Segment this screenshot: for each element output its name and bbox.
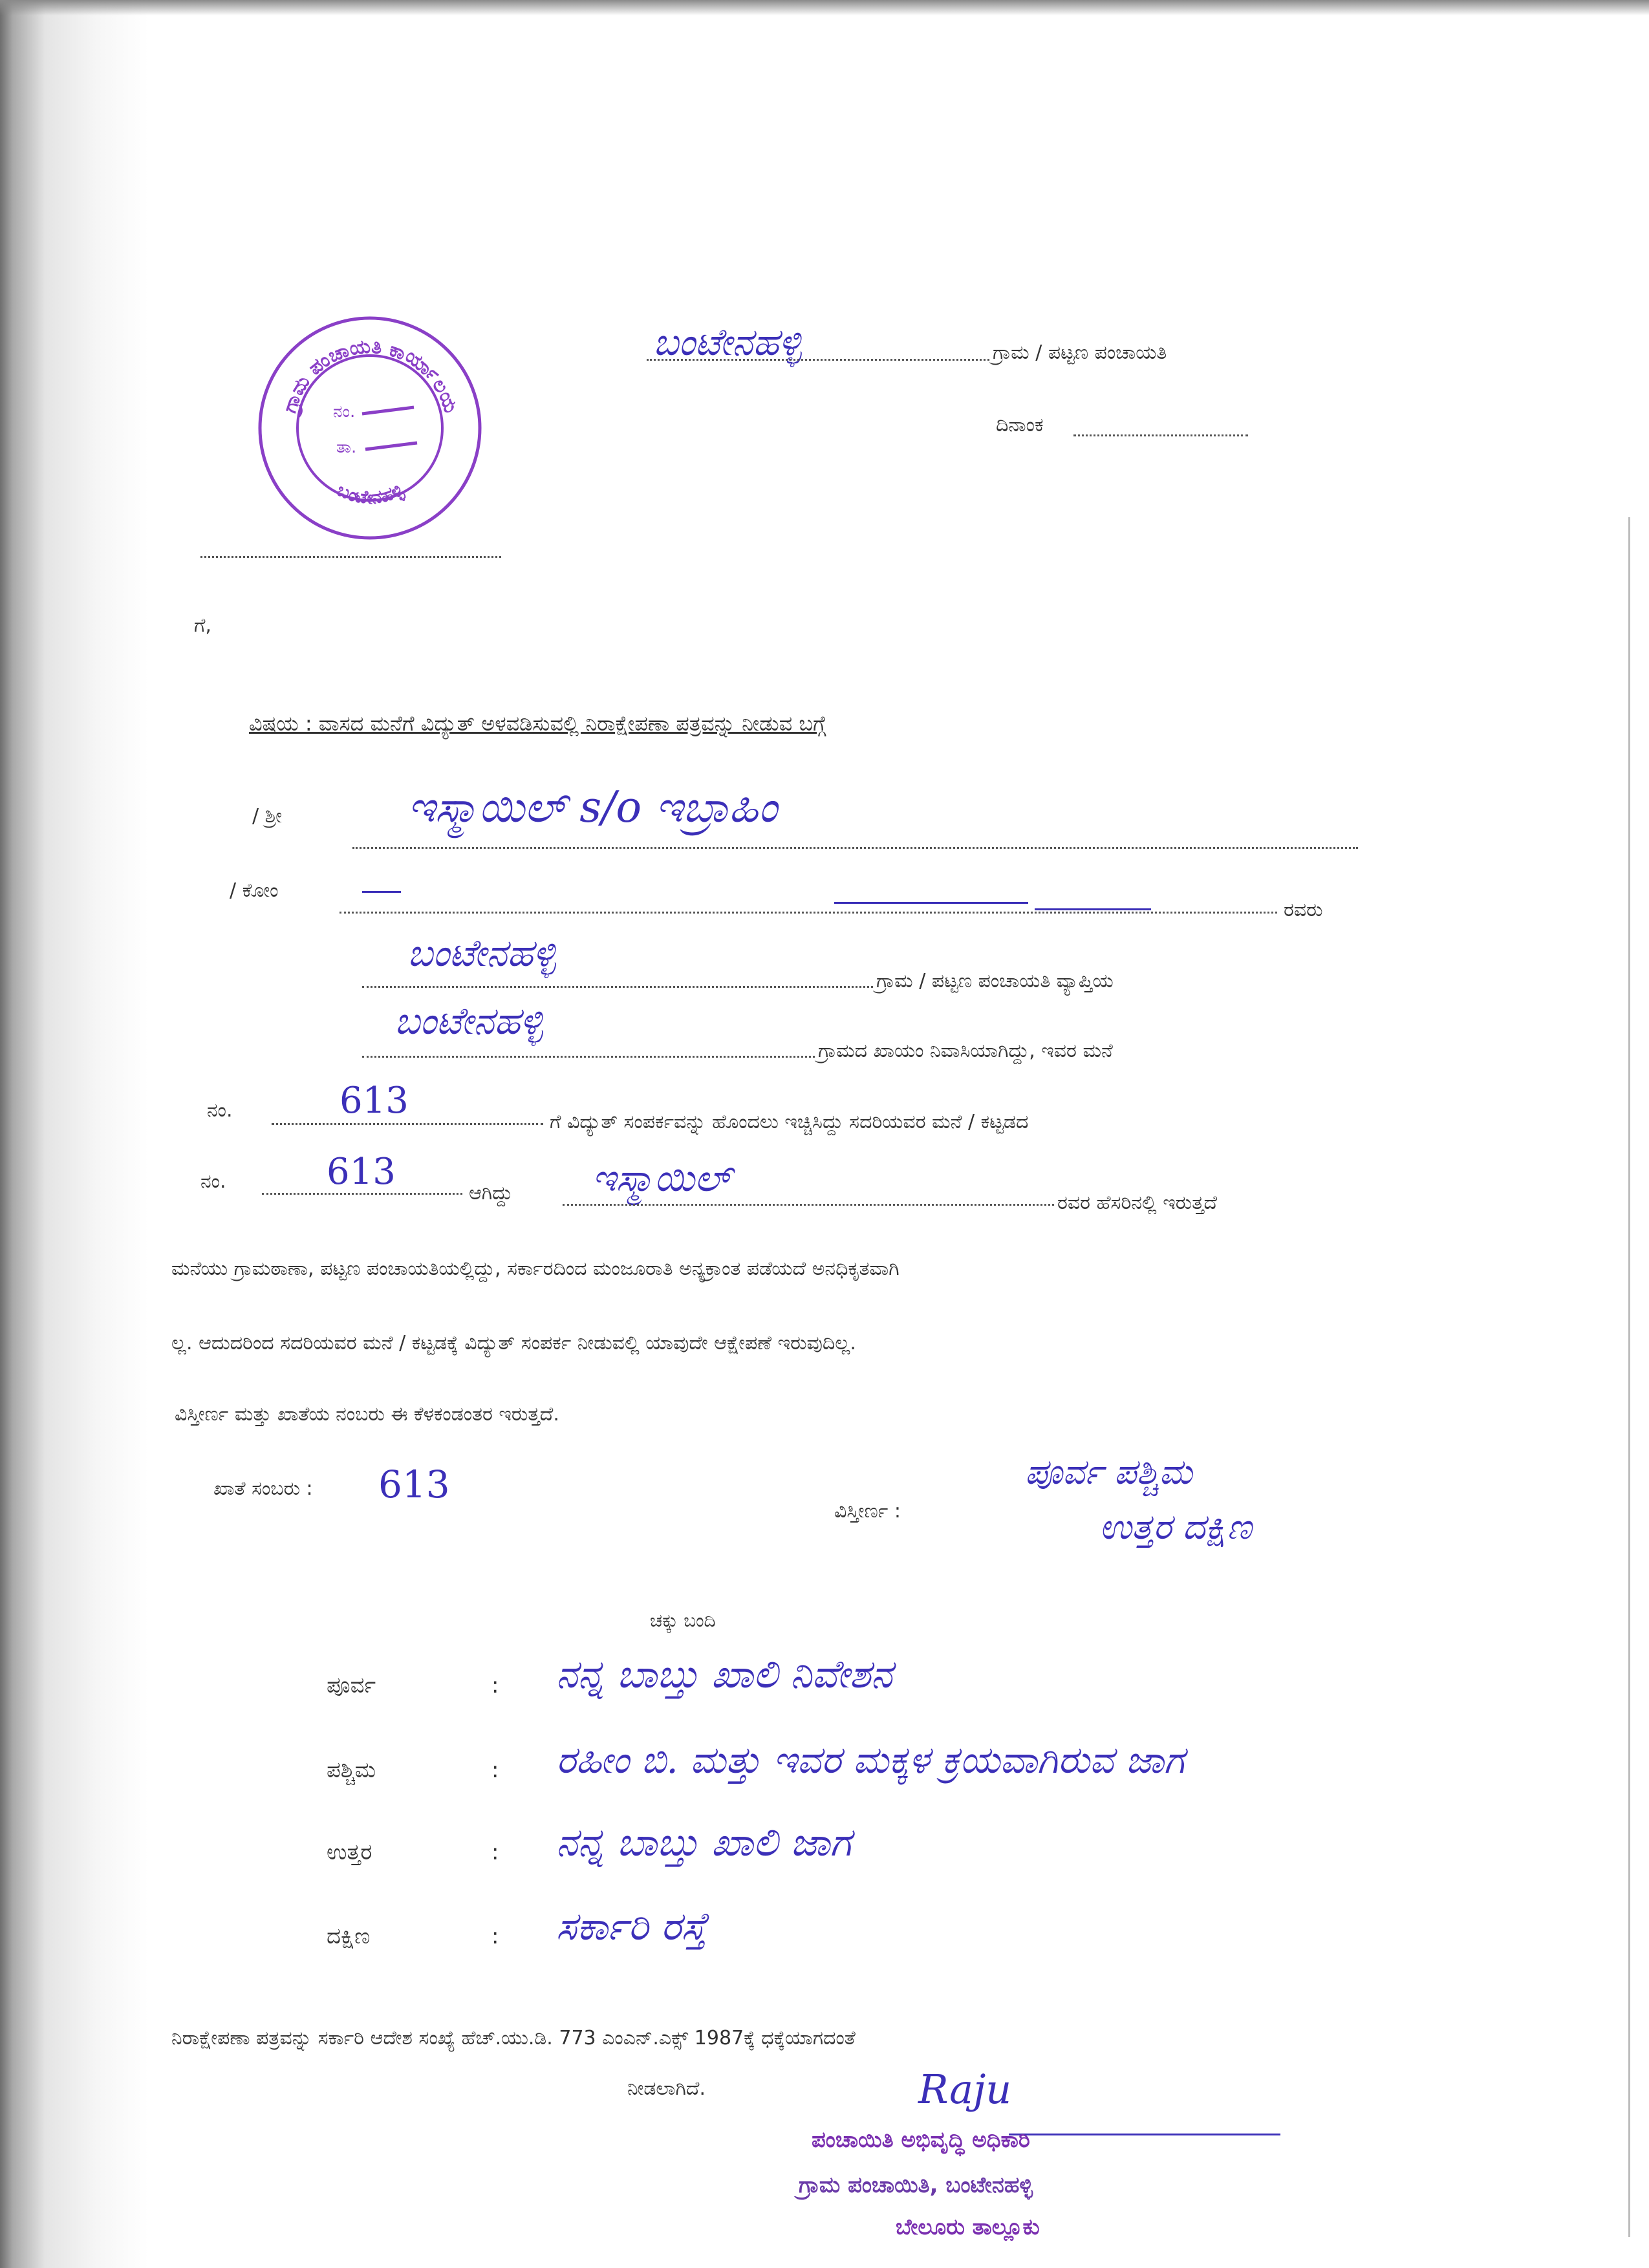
boundary-value-west: ರಹೀಂ ಬಿ. ಮತ್ತು ಇವರ ಮಕ್ಕಳ ಕ್ರಯವಾಗಿರುವ ಜಾಗ [556, 1738, 1185, 1782]
panchayat-seal [255, 314, 485, 543]
owner-dotted-line [563, 1204, 1054, 1206]
boundary-label-north: ಉತ್ತರ [327, 1839, 372, 1865]
boundary-label-west: ಪಶ್ಚಿಮ [327, 1757, 376, 1783]
boundary-value-north: ನನ್ನ ಬಾಬ್ತು ಖಾಲಿ ಜಾಗ [556, 1820, 852, 1865]
scan-shadow [0, 0, 149, 2268]
seal-bottom-text: ಬಂಟೇನಹಳ್ಳಿ [334, 478, 407, 509]
date-label: ದಿನಾಂಕ [996, 414, 1044, 436]
kom-dotted-line [339, 912, 1277, 914]
kom-blank-stroke-2 [834, 902, 1028, 904]
village-handwritten-2: ಬಂಟೇನಹಳ್ಳಿ [394, 999, 543, 1043]
subject-line: ವಿಷಯ : ವಾಸದ ಮನೆಗೆ ವಿದ್ಯುತ್ ಅಳವಡಿಸುವಲ್ಲಿ ನಿರಾಕ್ಷೇಪಣಾ ಪತ್ರವನ್ನು ನೀಡುವ ಬಗ್ಗೆ [249, 711, 826, 736]
boundary-colon-south: : [491, 1923, 499, 1949]
body-line-3: ವಿಸ್ತೀರ್ಣ ಮತ್ತು ಖಾತೆಯ ನಂಬರು ಈ ಕೆಳಕಂಡಂತರ ಇರುತ್ತದೆ. [175, 1403, 559, 1426]
signature-scrawl: Raju [918, 2066, 1012, 2113]
name-dotted-line [352, 847, 1358, 849]
svg-text:ಬಂಟೇನಹಳ್ಳಿ [334, 478, 408, 508]
village-dotted-line-1 [362, 986, 873, 988]
katha-label: ನಂ. [200, 1170, 226, 1193]
ravaru-label: ರವರು [1284, 899, 1323, 921]
name-prefix: / ಶ್ರೀ [252, 805, 283, 828]
date-dotted-line [1073, 434, 1248, 436]
closing-line-2: ನೀಡಲಾಗಿದೆ. [627, 2077, 706, 2100]
signature-title: ಪಂಚಾಯಿತಿ ಅಭಿವೃದ್ಧಿ ಅಧಿಕಾರಿ [812, 2127, 1030, 2153]
house-dotted-line [272, 1123, 543, 1125]
boundary-colon-west: : [491, 1757, 499, 1783]
body-line-1: ಮನೆಯು ಗ್ರಾಮಠಾಣಾ, ಪಟ್ಟಣ ಪಂಚಾಯತಿಯಲ್ಲಿದ್ದು, ಸರ್ಕಾರದಿಂದ ಮಂಜೂರಾತಿ ಅನ್ಯಕ್ರಾಂತ ಪಡೆಯದೆ ಅನಧಿಕೃತವಾಗಿ [171, 1257, 900, 1280]
resident-text: ಗ್ರಾಮದ ಖಾಯಂ ನಿವಾಸಿಯಾಗಿದ್ದು, ಇವರ ಮನೆ [818, 1040, 1113, 1062]
village-name-handwritten: ಬಂಟೇನಹಳ್ಳಿ [653, 320, 802, 364]
area-label: ವಿಸ್ತೀರ್ಣ : [834, 1500, 901, 1523]
page-edge-rule [1628, 517, 1630, 2237]
signature-office: ಗ್ರಾಮ ಪಂಚಾಯಿತಿ, ಬಂಟೇನಹಳ್ಳಿ [799, 2172, 1033, 2198]
connection-text: ಗೆ ವಿದ್ಯುತ್ ಸಂಪರ್ಕವನ್ನು ಹೊಂದಲು ಇಚ್ಚಿಸಿದ್ದು ಸದರಿಯವರ ಮನೆ / ಕಟ್ಟಡದ [550, 1111, 1029, 1133]
boundary-label-east: ಪೂರ್ವ [327, 1673, 376, 1698]
salutation: ಗೆ, [194, 614, 211, 637]
house-label: ನಂ. [207, 1099, 233, 1122]
area-east-west-handwritten: ಪೂರ್ವ ಪಶ್ಚಿಮ [1025, 1451, 1192, 1492]
boundary-value-east: ನನ್ನ ಬಾಬ್ತು ಖಾಲಿ ನಿವೇಶನ [556, 1652, 892, 1697]
seal-number-label: ನಂ. [333, 402, 356, 422]
panchayat-label: ಗ್ರಾಮ / ಪಟ್ಟಣ ಪಂಚಾಯತಿ [993, 341, 1167, 364]
boundary-colon-east: : [491, 1673, 499, 1698]
village-dotted-line [647, 359, 989, 361]
svg-text:ಗ್ರಾಮ ಪಂಚಾಯತಿ ಕಾರ್ಯಾಲಯ [277, 335, 462, 420]
khata-number: 613 [378, 1462, 450, 1506]
seal-outer-text: ಗ್ರಾಮ ಪಂಚಾಯತಿ ಕಾರ್ಯಾಲಯ [278, 335, 462, 416]
area-north-south-handwritten: ಉತ್ತರ ದಕ್ಷಿಣ [1099, 1506, 1252, 1547]
katha-dotted-line [262, 1193, 462, 1195]
applicant-name-handwritten: ಇಸ್ಮಾಯಿಲ್ s/o ಇಬ್ರಾಹಿಂ [407, 782, 777, 832]
boundaries-title: ಚಕ್ಕು ಬಂದಿ [650, 1610, 716, 1631]
owner-name-handwritten: ಇಸ್ಮಾಯಿಲ್ [592, 1156, 731, 1200]
boundary-label-south: ದಕ್ಷಿಣ [327, 1923, 371, 1949]
kom-blank-stroke [362, 891, 401, 893]
boundary-colon-north: : [491, 1839, 499, 1865]
name-text: ರವರ ಹೆಸರಿನಲ್ಲಿ ಇರುತ್ತದೆ [1057, 1192, 1218, 1214]
scan-top-shadow [0, 0, 1649, 16]
kom-label: / ಕೋಂ [230, 879, 279, 902]
panchayat-jurisdiction-label: ಗ್ರಾಮ / ಪಟ್ಟಣ ಪಂಚಾಯತಿ ವ್ಯಾಪ್ತಿಯ [876, 970, 1114, 992]
addressee-dotted-line [200, 556, 501, 558]
signature-taluk: ಬೇಲೂರು ತಾಲ್ಲೂಕು [896, 2214, 1040, 2240]
seal-taluk-label: ತಾ. [336, 438, 357, 457]
agiddu-label: ಆಗಿದ್ದು [469, 1182, 513, 1204]
boundary-value-south: ಸರ್ಕಾರಿ ರಸ್ತೆ [556, 1904, 707, 1949]
closing-line-1: ನಿರಾಕ್ಷೇಪಣಾ ಪತ್ರವನ್ನು ಸರ್ಕಾರಿ ಆದೇಶ ಸಂಖ್ಯೆ ಹೆಚ್.ಯು.ಡಿ. 773 ಎಂಎನ್.ಎಕ್ಸ್ 1987ಕ್ಕೆ ಧಕ್ಕೆಯಾಗದಂತೆ [171, 2027, 856, 2049]
signature-underline [1009, 2134, 1280, 2135]
body-line-2: ಲ್ಲ. ಆದುದರಿಂದ ಸದರಿಯವರ ಮನೆ / ಕಟ್ಟಡಕ್ಕೆ ವಿದ್ಯುತ್ ಸಂಪರ್ಕ ನೀಡುವಲ್ಲಿ ಯಾವುದೇ ಆಕ್ಷೇಪಣೆ ಇರುವುದಿಲ್ಲ. [171, 1332, 856, 1354]
katha-number: 613 [327, 1151, 396, 1193]
village-handwritten-1: ಬಂಟೇನಹಳ್ಳಿ [407, 931, 556, 975]
khata-label: ಖಾತೆ ಸಂಬರು : [213, 1477, 313, 1500]
village-dotted-line-2 [362, 1056, 815, 1058]
house-number: 613 [339, 1080, 409, 1122]
kom-blank-stroke-3 [1035, 908, 1151, 910]
